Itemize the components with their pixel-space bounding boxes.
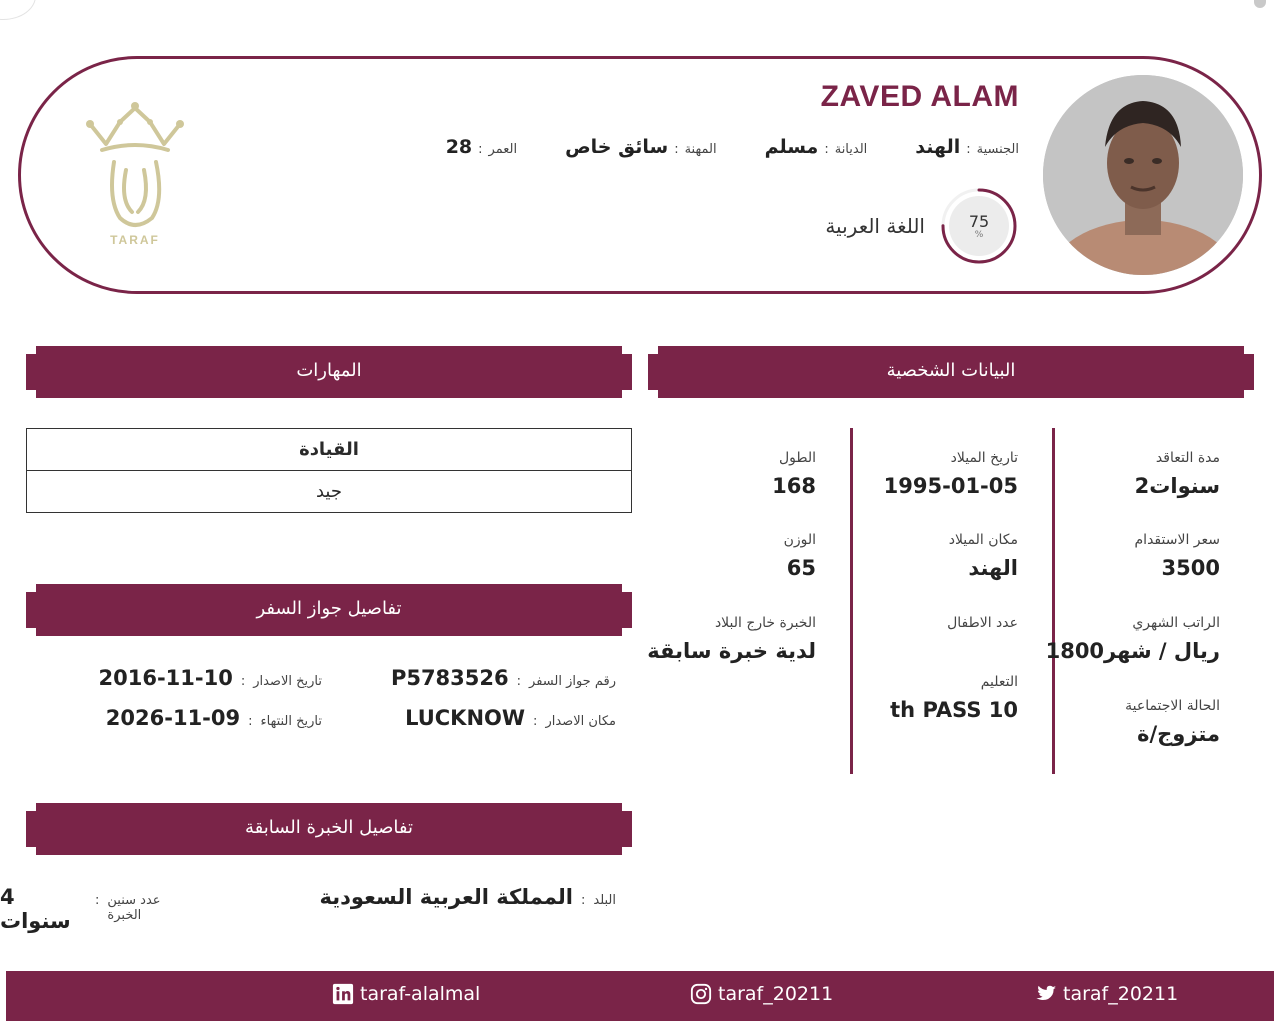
birth-place-field <box>949 532 1018 580</box>
experience-country-value: المملكة العربية السعودية <box>319 885 573 909</box>
linkedin-link[interactable] <box>332 983 480 1005</box>
table-row <box>27 471 632 513</box>
issue-place-value: LUCKNOW <box>405 706 526 730</box>
passport-title: تفاصيل جواز السفر <box>256 598 402 619</box>
arabic-language-level <box>825 186 1019 266</box>
education-label: التعليم <box>980 674 1018 690</box>
experience-country-item: البلد : المملكة العربية السعودية <box>319 885 616 909</box>
expiry-date-item: تاريخ النتهاء : 2026-11-09 <box>105 706 322 730</box>
corner-decoration <box>0 0 36 20</box>
age-label: العمر <box>488 142 518 157</box>
marital-status-label: الحالة الاجتماعية <box>1125 698 1220 714</box>
separator: : <box>824 142 829 157</box>
separator: : <box>674 142 679 157</box>
issue-date-item: تاريخ الاصدار : 2016-11-10 <box>98 666 322 690</box>
age-value: 28 <box>445 136 473 158</box>
weight-field <box>784 532 816 580</box>
language-percent-unit: % <box>974 230 984 240</box>
table-row <box>27 429 632 471</box>
marital-status-value: متزوج/ة <box>1137 722 1220 746</box>
linkedin-icon <box>332 983 354 1005</box>
weight-value: 65 <box>786 556 816 580</box>
person-photo-icon <box>1043 75 1243 275</box>
profession-value: سائق خاص <box>565 136 669 158</box>
religion-value: مسلم <box>764 136 819 158</box>
language-label: اللغة العربية <box>825 214 925 238</box>
footer-bar <box>6 971 1274 1021</box>
experience-years-item: عدد سنين الخبرة : 4 سنوات <box>0 885 193 933</box>
passport-header <box>26 584 632 636</box>
recruitment-price-value: 3500 <box>1161 556 1220 580</box>
weight-label: الوزن <box>783 532 816 548</box>
children-count-label: عدد الاطفال <box>947 615 1018 631</box>
recruitment-price-field <box>1135 532 1220 580</box>
marital-status-field <box>1125 698 1220 746</box>
contract-duration-value: 2سنوات <box>1134 474 1220 498</box>
birth-place-value: الهند <box>968 556 1018 580</box>
language-percent-value: 75 <box>968 212 990 231</box>
nationality-label: الجنسية <box>976 142 1019 157</box>
logo-text: TARAF <box>110 233 160 247</box>
issue-date-value: 2016-11-10 <box>98 666 233 690</box>
column-divider <box>850 428 853 774</box>
skills-header <box>26 346 632 398</box>
skill-name-cell: القيادة <box>27 429 632 471</box>
language-progress-ring <box>939 186 1019 266</box>
passport-number-item: رقم جواز السفر : P5783526 <box>390 666 616 690</box>
abroad-experience-label: الخبرة خارج البلاد <box>714 615 816 631</box>
instagram-link[interactable] <box>690 983 833 1005</box>
children-count-field <box>947 615 1018 639</box>
abroad-experience-value: لدية خبرة سابقة <box>647 639 816 663</box>
scroll-indicator <box>1254 0 1266 8</box>
separator: : <box>478 142 483 157</box>
contract-duration-label: مدة التعاقد <box>1155 450 1220 466</box>
recruitment-price-label: سعر الاستقدام <box>1134 532 1220 548</box>
birth-date-label: تاريخ الميلاد <box>950 450 1018 466</box>
twitter-handle: taraf_20211 <box>1063 983 1179 1005</box>
height-value: 168 <box>772 474 816 498</box>
birth-date-field <box>884 450 1018 498</box>
taraf-logo <box>80 100 190 250</box>
education-field <box>890 674 1018 722</box>
issue-place-item: مكان الاصدار : LUCKNOW <box>405 706 616 730</box>
experience-years-value: 4 سنوات <box>0 885 71 933</box>
personal-data-header <box>648 346 1254 398</box>
monthly-salary-label: الراتب الشهري <box>1132 615 1220 631</box>
employee-name: ZAVED ALAM <box>820 80 1019 113</box>
religion-item <box>765 136 868 158</box>
skills-table <box>26 428 632 513</box>
crown-logo-icon <box>80 100 190 250</box>
column-divider <box>1052 428 1055 774</box>
monthly-salary-field <box>1046 615 1220 663</box>
contract-duration-field <box>1135 450 1220 498</box>
expiry-date-label: تاريخ النتهاء <box>260 714 322 729</box>
experience-years-label: عدد سنين الخبرة <box>107 893 161 923</box>
experience-title: تفاصيل الخبرة السابقة <box>244 817 414 838</box>
experience-country-label: البلد <box>593 893 616 908</box>
issue-place-label: مكان الاصدار <box>545 714 616 729</box>
age-item <box>446 136 517 158</box>
religion-label: الديانة <box>834 142 868 157</box>
twitter-icon <box>1035 983 1057 1005</box>
profile-photo <box>1043 75 1243 275</box>
basic-info-row <box>446 136 1019 158</box>
separator: : <box>966 142 971 157</box>
linkedin-handle: taraf-alalmal <box>360 983 481 1005</box>
nationality-value: الهند <box>915 136 961 158</box>
skills-title: المهارات <box>296 360 362 381</box>
birth-place-label: مكان الميلاد <box>948 532 1018 548</box>
instagram-icon <box>690 983 712 1005</box>
experience-header <box>26 803 632 855</box>
passport-number-value: P5783526 <box>390 666 509 690</box>
twitter-link[interactable] <box>1035 983 1178 1005</box>
profession-label: المهنة <box>684 142 717 157</box>
skill-level-cell: جيد <box>27 471 632 513</box>
personal-data-title: البيانات الشخصية <box>886 360 1016 381</box>
abroad-experience-field <box>647 615 816 663</box>
height-field <box>772 450 816 498</box>
monthly-salary-value: 1800ريال / شهر <box>1045 639 1220 663</box>
education-value: th PASS 10 <box>890 698 1018 722</box>
issue-date-label: تاريخ الاصدار <box>253 674 322 689</box>
nationality-item <box>915 136 1019 158</box>
profession-item <box>565 136 716 158</box>
passport-number-label: رقم جواز السفر <box>529 674 616 689</box>
height-label: الطول <box>778 450 816 466</box>
birth-date-value: 1995-01-05 <box>883 474 1018 498</box>
expiry-date-value: 2026-11-09 <box>105 706 241 730</box>
instagram-handle: taraf_20211 <box>718 983 834 1005</box>
